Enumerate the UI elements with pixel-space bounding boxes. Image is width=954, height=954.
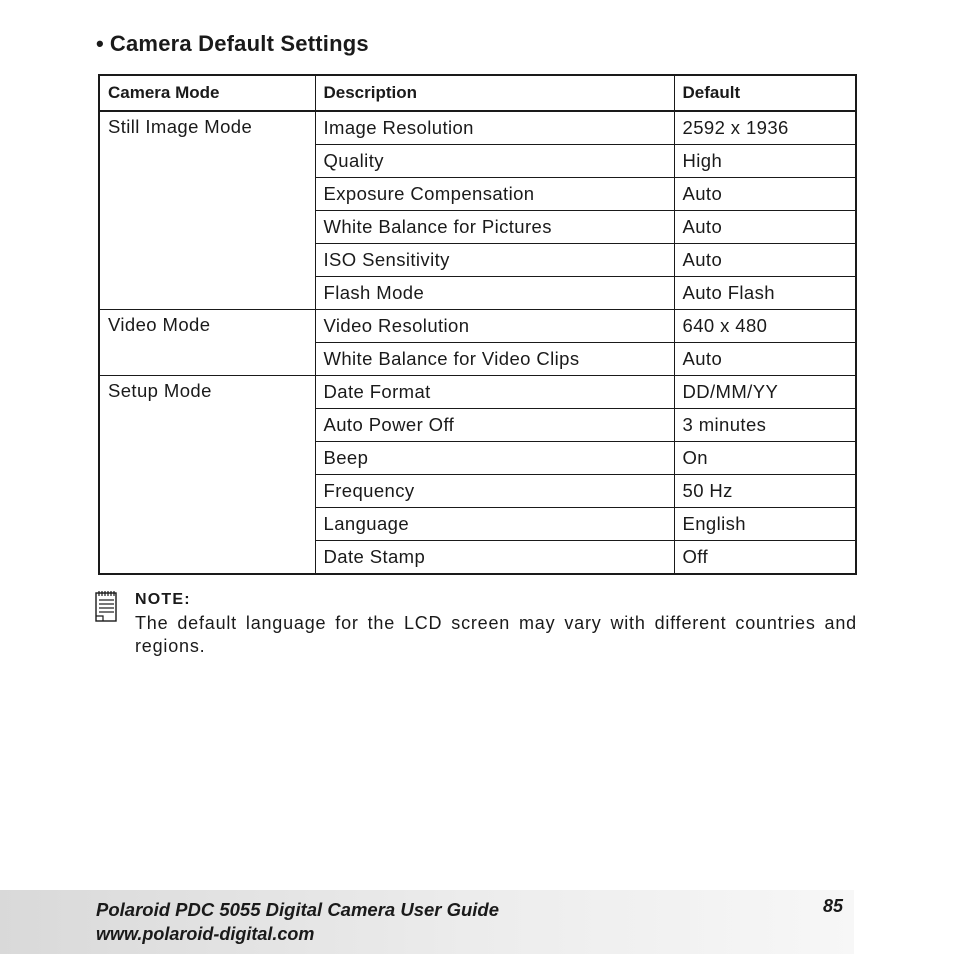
description-cell: Beep [315,442,674,475]
description-cell: Date Format [315,376,674,409]
note-label: NOTE: [135,591,191,608]
description-cell: Frequency [315,475,674,508]
table-row [99,310,856,343]
table-header-row [99,75,856,111]
header-description: Description [315,75,674,111]
description-cell: White Balance for Pictures [315,211,674,244]
page-number: 85 [823,896,844,916]
default-cell: 640 x 480 [674,310,856,343]
mode-cell: Still Image Mode [99,111,315,310]
heading-bullet: • [96,31,104,56]
default-cell: Auto [674,178,856,211]
heading-title: Camera Default Settings [109,31,369,56]
description-cell: Date Stamp [315,541,674,575]
note-text: The default language for the LCD screen may vary with different countries and regions. [135,613,857,656]
default-cell: 2592 x 1936 [674,111,856,145]
default-cell: On [674,442,856,475]
default-cell: Auto [674,244,856,277]
default-cell: Off [674,541,856,575]
description-cell: Video Resolution [315,310,674,343]
default-cell: Auto [674,343,856,376]
description-cell: Language [315,508,674,541]
description-cell: ISO Sensitivity [315,244,674,277]
default-cell: High [674,145,856,178]
description-cell: Exposure Compensation [315,178,674,211]
default-cell: DD/MM/YY [674,376,856,409]
default-cell: 3 minutes [674,409,856,442]
header-camera-mode: Camera Mode [99,75,315,111]
default-cell: Auto Flash [674,277,856,310]
default-cell: English [674,508,856,541]
description-cell: Flash Mode [315,277,674,310]
description-cell: Image Resolution [315,111,674,145]
description-cell: Auto Power Off [315,409,674,442]
table-row [99,376,856,409]
table-row [99,111,856,145]
mode-cell: Video Mode [99,310,315,376]
description-cell: Quality [315,145,674,178]
section-heading [96,31,369,57]
mode-cell: Setup Mode [99,376,315,575]
default-cell: Auto [674,211,856,244]
footer-title: Polaroid PDC 5055 Digital Camera User Guide [96,899,500,920]
notepad-icon [95,590,119,624]
description-cell: White Balance for Video Clips [315,343,674,376]
default-cell: 50 Hz [674,475,856,508]
footer-url: www.polaroid-digital.com [96,924,315,944]
header-default: Default [674,75,856,111]
camera-default-settings-table [98,74,857,575]
